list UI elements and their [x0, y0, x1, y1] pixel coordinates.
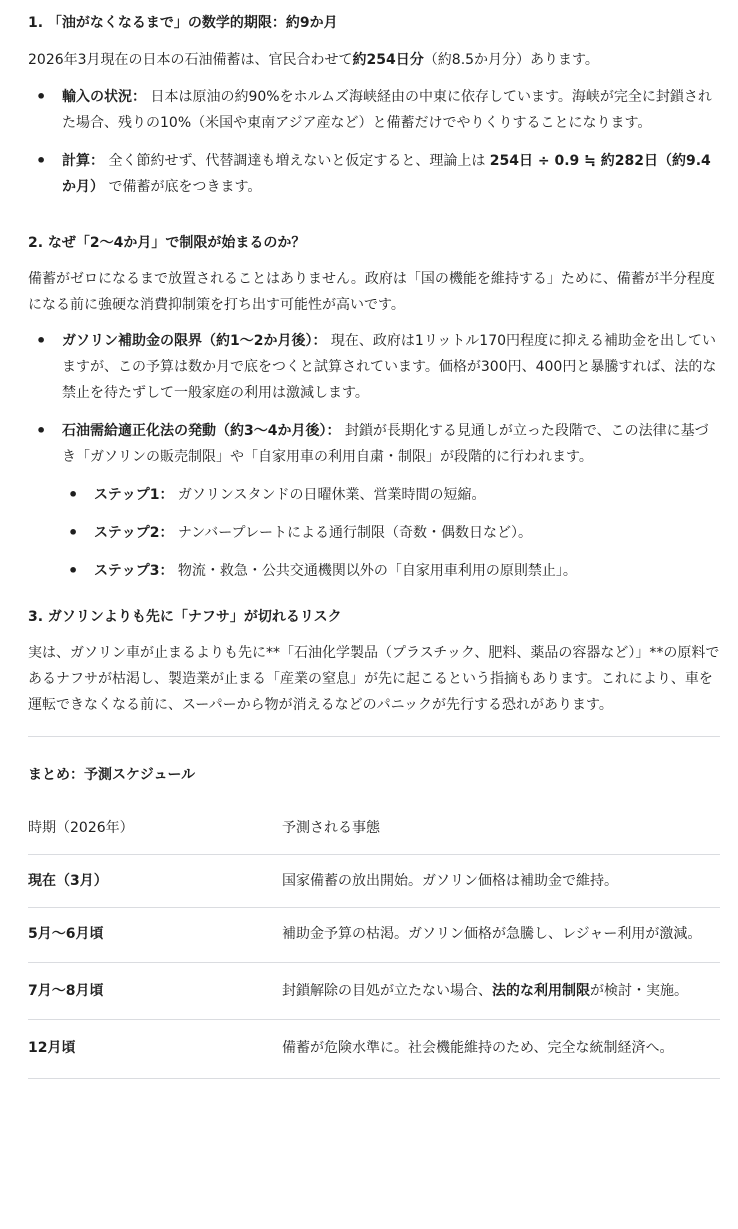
bullet-import-status — [28, 84, 720, 136]
bullet-oil-law — [28, 418, 720, 470]
bullet-label: 計算： — [62, 153, 104, 169]
header-event: 予測される事態 — [282, 812, 720, 855]
step-item — [28, 482, 720, 508]
section-1-bullets — [28, 84, 720, 200]
step-item — [28, 558, 720, 584]
section-3-body: 実は、ガソリン車が止まるよりも先に**「石油化学製品（プラスチック、肥料、薬品の容器など）」**の原料であるナフサが枯渇し、製造業が止まる「産業の窒息」が先に起こるという指摘もあります。これにより、車を運転できなくなる前に、スーパーから物が消えるなどのパニックが先行する恐れがあります。 — [28, 645, 720, 713]
article — [28, 10, 720, 1079]
step-label: ステップ3： — [94, 563, 174, 579]
header-period: 時期（2026年） — [28, 812, 282, 855]
row-event: 国家備蓄の放出開始。ガソリン価格は補助金で維持。 — [282, 855, 720, 908]
section-2-bullets — [28, 328, 720, 470]
step-label: ステップ2： — [94, 525, 174, 541]
section-2-intro: 備蓄がゼロになるまで放置されることはありません。政府は「国の機能を維持する」ために、備蓄が半分程度になる前に強硬な消費抑制策を打ち出す可能性が高いです。 — [28, 271, 715, 313]
bullet-label: ガソリン補助金の限界（約1〜2か月後）： — [62, 333, 327, 349]
bullet-calculation — [28, 148, 720, 200]
row-period: 12月頃 — [28, 1040, 76, 1056]
row-period: 5月〜6月頃 — [28, 926, 104, 942]
divider — [28, 736, 720, 737]
bullet-text: 全く節約せず、代替調達も増えないと仮定すると、理論上は — [104, 153, 490, 169]
step-text: ナンバープレートによる通行制限（奇数・偶数日など）。 — [173, 525, 532, 541]
table-row — [28, 963, 720, 1020]
table-row — [28, 908, 720, 963]
summary-title: まとめ：予測スケジュール — [28, 767, 196, 783]
row-period: 7月〜8月頃 — [28, 983, 104, 999]
intro-highlight: 約254日分 — [352, 52, 424, 68]
table-header-row — [28, 812, 720, 855]
row-event: 備蓄が危険水準に。社会機能維持のため、完全な統制経済へ。 — [282, 1020, 720, 1079]
table-row — [28, 855, 720, 908]
row-event — [282, 963, 720, 1020]
section-1-intro — [28, 47, 720, 73]
bullet-label: 石油需給適正化法の発動（約3〜4か月後）： — [62, 423, 341, 439]
calc-formula: 254日 ÷ 0.9 ≒ 約282日（約9.4か月） — [62, 153, 711, 195]
steps-list — [28, 482, 720, 584]
bullet-text: 日本は原油の約90%をホルムズ海峡経由の中東に依存しています。海峡が完全に封鎖された場合、残りの10%（米国や東南アジア産など）と備蓄だけでやりくりすることになります。 — [62, 89, 712, 131]
step-text: ガソリンスタンドの日曜休業、営業時間の短縮。 — [173, 487, 486, 503]
section-1-heading: 1. 「油がなくなるまで」の数学的期限：約9か月 — [28, 15, 338, 31]
section-2-heading: 2. なぜ「2〜4か月」で制限が始まるのか？ — [28, 235, 306, 251]
bullet-text: 現在、政府は1リットル170円程度に抑える補助金を出していますが、この予算は数か月で底をつくと試算されています。価格が300円、400円と暴騰すれば、法的な禁止を待たずして一般家庭の利用は激減します。 — [62, 333, 717, 401]
bullet-subsidy-limit — [28, 328, 720, 406]
table-row — [28, 1020, 720, 1079]
section-3-heading: 3. ガソリンよりも先に「ナフサ」が切れるリスク — [28, 609, 342, 625]
bullet-text-tail: で備蓄が底をつきます。 — [104, 179, 262, 195]
intro-text: 2026年3月現在の日本の石油備蓄は、官民合わせて — [28, 52, 353, 68]
row-event-text-tail: が検討・実施。 — [590, 983, 688, 999]
step-text: 物流・救急・公共交通機関以外の「自家用車利用の原則禁止」。 — [173, 563, 577, 579]
bullet-text: 封鎖が長期化する見通しが立った段階で、この法律に基づき「ガソリンの販売制限」や「自家用車の利用自粛・制限」が段階的に行われます。 — [62, 423, 709, 465]
row-event-highlight: 法的な利用制限 — [492, 983, 590, 999]
step-label: ステップ1： — [94, 487, 174, 503]
step-item — [28, 520, 720, 546]
row-event-text: 封鎖解除の目処が立たない場合、 — [282, 983, 492, 999]
intro-text-tail: （約8.5か月分）あります。 — [423, 52, 599, 68]
row-period: 現在（3月） — [28, 873, 108, 889]
row-event: 補助金予算の枯渇。ガソリン価格が急騰し、レジャー利用が激減。 — [282, 908, 720, 963]
bullet-label: 輸入の状況： — [62, 89, 146, 105]
schedule-table — [28, 812, 720, 1079]
